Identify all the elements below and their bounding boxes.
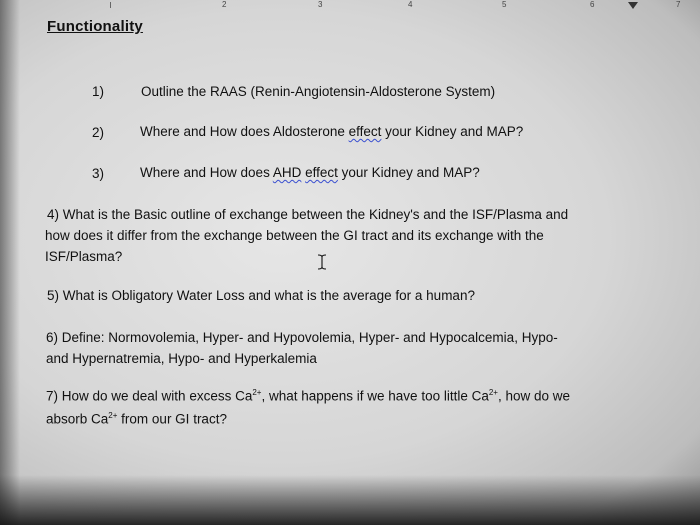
- question-5-line-1: 5) What is Obligatory Water Loss and what is the average for a human?: [47, 288, 475, 303]
- ruler-number: 4: [408, 0, 413, 9]
- superscript: 2+: [252, 388, 262, 397]
- q7-part: from our GI tract?: [117, 411, 227, 427]
- ruler-number: 7: [676, 0, 681, 9]
- question-3-text: [140, 165, 480, 180]
- screen-edge-shadow: [0, 0, 20, 525]
- q7-part: absorb Ca: [46, 411, 109, 427]
- spellcheck-word[interactable]: effect: [305, 165, 338, 180]
- question-4-line-1: 4) What is the Basic outline of exchange between the Kidney's and the ISF/Plasma and: [47, 207, 569, 222]
- q3-part: Where and How does: [140, 165, 273, 180]
- q2-part: your Kidney and MAP?: [381, 124, 524, 139]
- question-6-line-2: and Hypernatremia, Hypo- and Hyperkalemia: [46, 351, 317, 366]
- spellcheck-word[interactable]: effect: [348, 124, 382, 139]
- ruler-number: 5: [502, 0, 507, 9]
- question-2-text: [140, 124, 523, 139]
- page-heading: Functionality: [47, 18, 143, 35]
- question-2-number: 2): [92, 125, 105, 140]
- screen-bottom-shadow: [0, 475, 700, 525]
- spellcheck-word[interactable]: AHD: [272, 165, 302, 180]
- question-7-line-1: [46, 388, 570, 404]
- ruler-number: 2: [222, 0, 227, 9]
- question-4-line-2: how does it differ from the exchange between the GI tract and its exchange with the: [45, 228, 544, 243]
- q7-part: , what happens if we have too little Ca: [261, 388, 489, 404]
- q3-part: your Kidney and MAP?: [337, 165, 480, 180]
- superscript: 2+: [488, 388, 498, 397]
- question-6-line-1: 6) Define: Normovolemia, Hyper- and Hypovolemia, Hyper- and Hypocalcemia, Hypo-: [46, 330, 558, 345]
- q7-part: 7) How do we deal with excess Ca: [46, 388, 253, 404]
- q2-part: Where and How does Aldosterone: [140, 124, 349, 139]
- question-1-number: 1): [92, 84, 105, 99]
- ruler-number: 3: [318, 0, 323, 9]
- question-1-text: Outline the RAAS (Renin-Angiotensin-Aldosterone System): [141, 84, 496, 99]
- q7-part: , how do we: [497, 388, 571, 404]
- text-cursor-icon: [317, 254, 327, 270]
- question-4-line-3: ISF/Plasma?: [45, 249, 123, 264]
- ruler-number: 6: [590, 0, 595, 9]
- superscript: 2+: [108, 411, 118, 420]
- question-7-line-2: [46, 411, 227, 427]
- question-3-number: 3): [92, 166, 105, 181]
